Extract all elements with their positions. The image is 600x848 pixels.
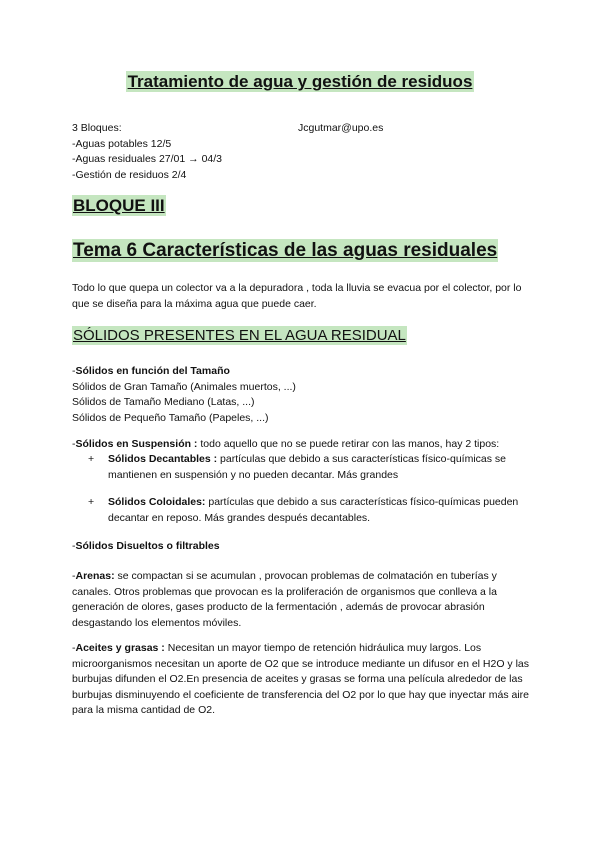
- bullet-coloidales: [88, 495, 528, 526]
- bullet-decantables: [88, 452, 528, 483]
- bloque-item: -Aguas residuales 27/01 → 04/3: [72, 153, 223, 165]
- bullet-term: Sólidos Decantables :: [108, 453, 218, 465]
- arenas-paragraph: -Arenas: se compactan si se acumulan , provocan problemas de colmatación en tuberías y canales. Otros problemas que provocan es la proliferación de organismos que conlleva a la generación de olores, gases producto de la fermentación , además de provocar abrasión desgastando los elementos móviles.: [72, 570, 497, 629]
- arenas-text: se compactan si se acumulan , provocan problemas de colmatación en tuberías y canales. Otros problemas que provocan es la proliferación de organismos que conlleva a la generación de olores, gases producto de la fermentación , además de provocar abrasión desgastando los elementos móviles.: [72, 570, 497, 629]
- suspension-text: todo aquello que no se puede retirar con las manos, hay 2 tipos:: [197, 438, 500, 450]
- contact-email: Jcgutmar@upo.es: [298, 122, 384, 134]
- solidos-heading: [72, 327, 407, 344]
- bloques-label: 3 Bloques:: [72, 122, 122, 134]
- tamano-heading: -Sólidos en función del Tamaño: [72, 365, 230, 377]
- bloque-item: -Aguas potables 12/5: [72, 137, 172, 150]
- document-title-text: Tratamiento de agua y gestión de residuos: [127, 72, 473, 91]
- course-info: [72, 121, 532, 183]
- bloque-heading-text: BLOQUE III: [73, 196, 165, 215]
- intro-paragraph: Todo lo que quepa un colector va a la depuradora , toda la lluvia se evacua por el colector, por lo que se diseña para la máxima agua que puede caer.: [72, 282, 522, 310]
- bloque-item: -Gestión de residuos 2/4: [72, 168, 187, 181]
- tamano-section: [72, 364, 532, 426]
- suspension-term: Sólidos en Suspensión :: [75, 438, 198, 450]
- solidos-heading-text: SÓLIDOS PRESENTES EN EL AGUA RESIDUAL: [73, 327, 406, 344]
- tamano-line: Sólidos de Tamaño Mediano (Latas, ...): [72, 396, 255, 408]
- plus-bullet-icon: +: [88, 453, 95, 465]
- bullet-term: Sólidos Coloidales:: [108, 496, 206, 508]
- aceites-term: Aceites y grasas :: [75, 642, 165, 654]
- tema-heading-text: Tema 6 Características de las aguas residuales: [73, 240, 498, 261]
- aceites-text: Necesitan un mayor tiempo de retención hidráulica muy largos. Los microorganismos necesitan un aporte de O2 que se introduce mediante un difusor en el H2O y las burbujas difunden el O2.En presencia de aceites y grasas se forma una película alrededor de las burbujas disminuyendo el coeficiente de transferencia del O2 por lo que hay que inyectar más aire para la misma cantidad de O2.: [72, 642, 530, 716]
- arenas-term: Arenas:: [75, 570, 115, 582]
- plus-bullet-icon: +: [88, 496, 95, 508]
- bloque-heading: [72, 196, 166, 216]
- aceites-paragraph: -Aceites y grasas : Necesitan un mayor tiempo de retención hidráulica muy largos. Los microorganismos necesitan un aporte de O2 que se introduce mediante un difusor en el H2O y las burbujas difunden el O2.En presencia de aceites y grasas se forma una película alrededor de las burbujas disminuyendo el coeficiente de transferencia del O2 por lo que hay que inyectar más aire para la misma cantidad de O2.: [72, 642, 530, 716]
- tema-heading: [72, 240, 498, 262]
- document-title: [0, 72, 600, 92]
- bullet-text: partículas que debido a sus características físico-químicas pueden decantar en reposo. Más grandes después decantables.: [108, 496, 519, 524]
- tamano-line: Sólidos de Gran Tamaño (Animales muertos, ...): [72, 380, 296, 393]
- disueltos-heading: -Sólidos Disueltos o filtrables: [72, 540, 220, 552]
- bullet-text: partículas que debido a sus características físico-químicas se mantienen en suspensión y no pueden decantar. Más grandes: [108, 453, 507, 481]
- suspension-paragraph: -Sólidos en Suspensión : todo aquello que no se puede retirar con las manos, hay 2 tipos:: [72, 438, 500, 450]
- tamano-line: Sólidos de Pequeño Tamaño (Papeles, ...): [72, 411, 269, 424]
